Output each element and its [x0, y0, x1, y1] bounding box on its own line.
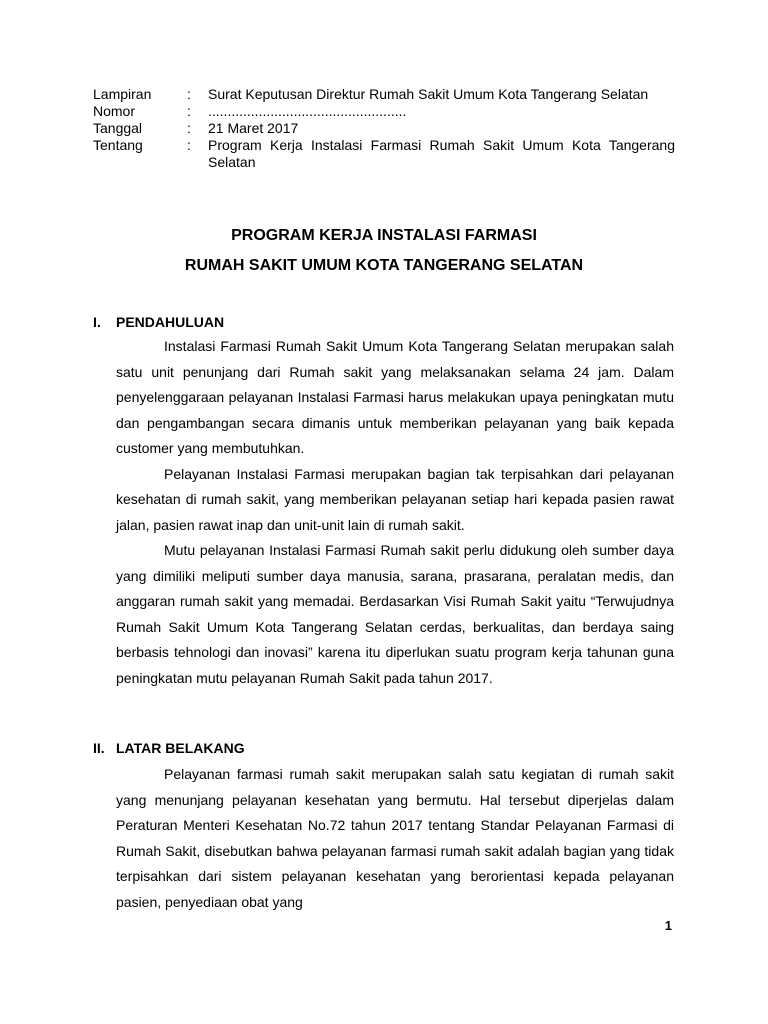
paragraph: Instalasi Farmasi Rumah Sakit Umum Kota Tangerang Selatan merupakan salah satu unit penunjang dari Rumah sakit yang melaksanakan selama 24 jam. Dalam penyelenggaraan pelayanan Instalasi Farmasi harus melakukan upaya peningkatan mutu dan pengambangan secara dimanis untuk memberikan pelayanan yang baik kepada customer yang membutuhkan.: [116, 338, 674, 456]
section-heading-pendahuluan: [93, 313, 224, 331]
section-number: II.: [93, 740, 105, 756]
letter-metadata: [93, 86, 675, 171]
meta-colon: :: [187, 120, 191, 136]
document-subtitle: RUMAH SAKIT UMUM KOTA TANGERANG SELATAN: [184, 257, 584, 274]
meta-row-nomor: [93, 103, 675, 120]
meta-value: 21 Maret 2017: [208, 120, 299, 136]
meta-label: Tanggal: [93, 120, 143, 136]
section-body-pendahuluan: [116, 334, 674, 691]
meta-row-tanggal: [93, 120, 675, 137]
meta-label: Tentang: [93, 137, 143, 153]
section-title: PENDAHULUAN: [116, 314, 225, 330]
section-body-latar-belakang: [116, 762, 674, 915]
section-title: LATAR BELAKANG: [116, 740, 245, 756]
meta-value: Program Kerja Instalasi Farmasi Rumah Sakit Umum Kota Tangerang Selatan: [208, 137, 675, 170]
paragraph: Pelayanan Instalasi Farmasi merupakan bagian tak terpisahkan dari pelayanan kesehatan di rumah sakit, yang memberikan pelayanan setiap hari kepada pasien rawat jalan, pasien rawat inap dan unit-unit lain di rumah sakit.: [116, 465, 674, 533]
meta-colon: :: [187, 137, 191, 153]
meta-label: Nomor: [93, 103, 136, 119]
meta-value: Surat Keputusan Direktur Rumah Sakit Umum Kota Tangerang Selatan: [208, 86, 649, 102]
meta-row-lampiran: [93, 86, 675, 103]
meta-colon: :: [187, 103, 191, 119]
meta-value: ...................................................: [208, 103, 407, 119]
page-number: 1: [664, 918, 672, 933]
paragraph: Mutu pelayanan Instalasi Farmasi Rumah sakit perlu didukung oleh sumber daya yang dimiliki meliputi sumber daya manusia, sarana, prasarana, peralatan medis, dan anggaran rumah sakit yang memadai. Berdasarkan Visi Rumah Sakit yaitu “Terwujudnya Rumah Sakit Umum Kota Tangerang Selatan cerdas, berkualitas, dan berdaya saing berbasis tehnologi dan inovasi” karena itu diperlukan suatu program kerja tahunan guna peningkatan mutu pelayanan Rumah Sakit pada tahun 2017.: [116, 542, 674, 686]
document-title: PROGRAM KERJA INSTALASI FARMASI: [231, 227, 537, 244]
section-number: I.: [93, 314, 101, 330]
paragraph: Pelayanan farmasi rumah sakit merupakan salah satu kegiatan di rumah sakit yang menunjang pelayanan kesehatan yang bermutu. Hal tersebut diperjelas dalam Peraturan Menteri Kesehatan No.72 tahun 2017 tentang Standar Pelayanan Farmasi di Rumah Sakit, disebutkan bahwa pelayanan farmasi rumah sakit adalah bagian yang tidak terpisahkan dari sistem pelayanan kesehatan yang berorientasi kepada pelayanan pasien, penyediaan obat yang: [116, 766, 674, 910]
meta-colon: :: [187, 86, 191, 102]
section-heading-latar-belakang: [93, 739, 245, 757]
meta-label: Lampiran: [93, 86, 152, 102]
meta-row-tentang: [93, 137, 675, 171]
